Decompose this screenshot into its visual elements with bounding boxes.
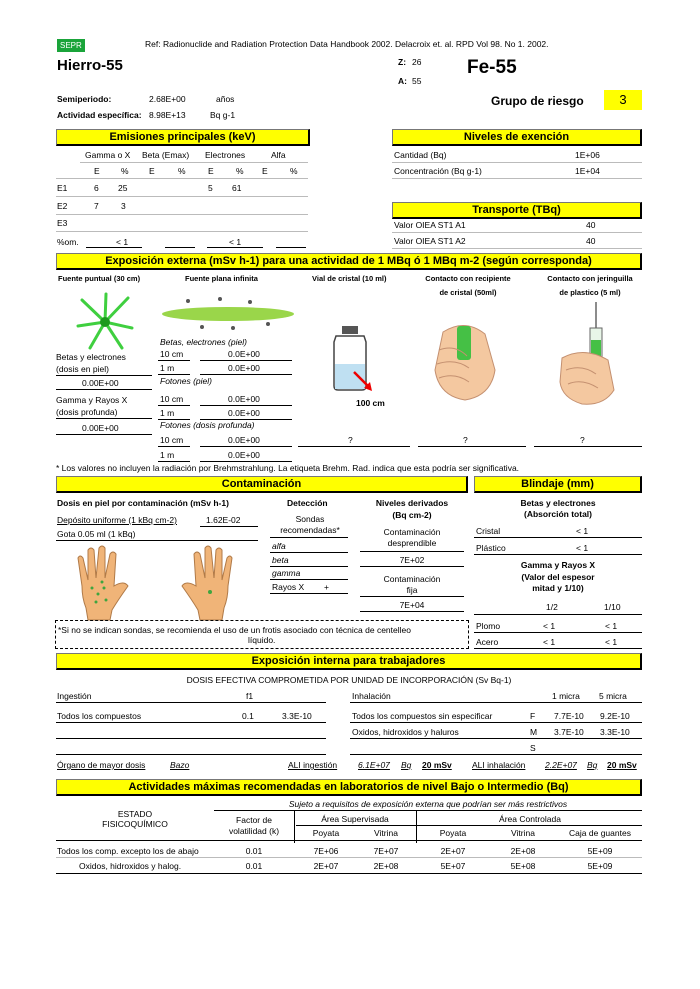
risk-group-label: Grupo de riesgo bbox=[491, 94, 584, 108]
point-gamma-value: 0.00E+00 bbox=[82, 423, 119, 433]
labs-row-label: Todos los comp. excepto los de abajo bbox=[57, 846, 199, 856]
probe-beta: beta bbox=[272, 555, 289, 565]
emissions-row-label: %om. bbox=[57, 237, 79, 247]
removable-label-2: desprendible bbox=[387, 538, 437, 548]
external-footnote: * Los valores no incluyen la radiación por Brehmstrahlung. La etiqueta Brehm. Rad. indica que esta podría ser significativa. bbox=[56, 463, 520, 473]
transport-a1-value: 40 bbox=[586, 220, 596, 230]
critical-organ: Bazo bbox=[170, 760, 190, 770]
labs-state-label-2: FISICOQUÍMICO bbox=[102, 819, 168, 829]
sepr-logo: SEPR bbox=[57, 39, 85, 52]
labs-row-k: 0.01 bbox=[245, 861, 263, 871]
probe-note: *Si no se indican sondas, se recomienda el uso de un frotis asociado con técnica de centelleo bbox=[58, 625, 411, 635]
emissions-cell: 3 bbox=[121, 201, 126, 211]
deposit-value: 1.62E-02 bbox=[206, 515, 241, 525]
removable-label: Contaminación bbox=[383, 527, 441, 537]
micron-5-label: 5 micra bbox=[599, 691, 627, 701]
plane-betas-10cm: 10 cm bbox=[160, 349, 184, 359]
emissions-col-alpha: Alfa bbox=[271, 150, 286, 160]
emissions-sub-pct: % bbox=[121, 166, 129, 176]
shield-steel-tenth: < 1 bbox=[605, 637, 618, 647]
emissions-sub-e: E bbox=[94, 166, 100, 176]
derived-title-2: (Bq cm-2) bbox=[392, 510, 432, 520]
inhalation-row-5um: 3.3E-10 bbox=[600, 727, 630, 737]
risk-group-value: 3 bbox=[604, 90, 642, 110]
plane-photons-1m: 1 m bbox=[160, 408, 175, 418]
derived-title: Niveles derivados bbox=[375, 498, 449, 508]
probes-label-2: recomendadas* bbox=[280, 525, 340, 535]
specific-activity-unit: Bq g-1 bbox=[210, 110, 236, 120]
internal-subtitle: DOSIS EFECTIVA COMPROMETIDA POR UNIDAD DE INCORPORACIÓN (Sv Bq-1) bbox=[186, 675, 512, 685]
labs-col: Vitrina bbox=[511, 828, 535, 838]
syringe-value: ? bbox=[580, 435, 585, 445]
external-title: Exposición externa (mSv h-1) para una actividad de 1 MBq ó 1 MBq m-2 (según corresponda) bbox=[56, 253, 642, 270]
exemption-quantity-label: Cantidad (Bq) bbox=[394, 150, 447, 160]
plane-photons-10cm: 10 cm bbox=[160, 394, 184, 404]
labs-cell: 2E+07 bbox=[440, 846, 466, 856]
labs-col: Caja de guantes bbox=[569, 828, 631, 838]
probe-xray-mark: + bbox=[324, 582, 329, 592]
ext-col-syringe-2: de plastico (5 ml) bbox=[559, 288, 621, 297]
vial-icon bbox=[328, 324, 378, 394]
reference: Ref: Radionuclide and Radiation Protection Data Handbook 2002. Delacroix et. al. RPD Vol 98. No 1. 2002. bbox=[145, 39, 549, 49]
detection-title: Detección bbox=[287, 498, 328, 508]
shield-tenth-label: 1/10 bbox=[604, 602, 621, 612]
f1-label: f1 bbox=[246, 691, 254, 701]
inhalation-label: Inhalación bbox=[352, 691, 391, 701]
specific-activity-label: Actividad específica: bbox=[57, 110, 142, 120]
labs-col: Vitrina bbox=[374, 828, 398, 838]
emissions-sub-pct: % bbox=[236, 166, 244, 176]
emissions-col-beta: Beta (Emax) bbox=[142, 150, 190, 160]
point-source-icon bbox=[70, 292, 140, 352]
ext-col-point: Fuente puntual (30 cm) bbox=[58, 274, 141, 283]
emissions-title: Emisiones principales (keV) bbox=[56, 129, 310, 146]
ext-col-container-2: de cristal (50ml) bbox=[439, 288, 497, 297]
shield-lead-tenth: < 1 bbox=[605, 621, 618, 631]
plane-deep-1m-value: 0.0E+00 bbox=[228, 450, 260, 460]
plane-source-icon bbox=[158, 294, 298, 334]
emissions-cell: < 1 bbox=[116, 237, 129, 247]
a-label: A: bbox=[398, 76, 407, 86]
emissions-cell: 61 bbox=[232, 183, 242, 193]
plane-deep-10cm-value: 0.0E+00 bbox=[228, 435, 260, 445]
shield-beta-title: Betas y electrones bbox=[520, 498, 596, 508]
syringe-hand-icon bbox=[548, 300, 628, 410]
labs-row-k: 0.01 bbox=[245, 846, 263, 856]
labs-cell: 5E+08 bbox=[510, 861, 536, 871]
emissions-cell: 6 bbox=[94, 183, 99, 193]
labs-cell: 2E+07 bbox=[313, 861, 339, 871]
z-label: Z: bbox=[398, 57, 407, 67]
hand-right-icon bbox=[178, 544, 238, 622]
probe-alpha: alfa bbox=[272, 541, 286, 551]
plane-photons-1m-value: 0.0E+00 bbox=[228, 408, 260, 418]
skin-dose-title: Dosis en piel por contaminación (mSv h-1) bbox=[57, 498, 229, 508]
emissions-row-label: E1 bbox=[57, 183, 68, 193]
inhalation-row-1um: 7.7E-10 bbox=[554, 711, 584, 721]
shield-beta-title-2: (Absorción total) bbox=[524, 509, 592, 519]
critical-organ-label: Órgano de mayor dosis bbox=[57, 760, 146, 770]
shield-plastic-label: Plástico bbox=[476, 543, 506, 553]
plane-photons-10cm-value: 0.0E+00 bbox=[228, 394, 260, 404]
half-life-value: 2.68E+00 bbox=[149, 94, 186, 104]
ali-inhalation: 2.2E+07 bbox=[545, 760, 577, 770]
fixed-label: Contaminación bbox=[383, 574, 441, 584]
emissions-col-gamma: Gamma o X bbox=[85, 150, 131, 160]
removable-value: 7E+02 bbox=[399, 555, 425, 565]
vial-value: ? bbox=[348, 435, 353, 445]
container-value: ? bbox=[463, 435, 468, 445]
labs-cell: 5E+07 bbox=[440, 861, 466, 871]
exemption-quantity-value: 1E+06 bbox=[575, 150, 600, 160]
emissions-cell: 7 bbox=[94, 201, 99, 211]
inhalation-row-5um: 9.2E-10 bbox=[600, 711, 630, 721]
ali-ingestion-dose: 20 mSv bbox=[422, 760, 452, 770]
transport-a1-label: Valor OIEA ST1 A1 bbox=[394, 220, 466, 230]
plane-deep-1m: 1 m bbox=[160, 450, 175, 460]
ali-inhalation-label: ALI inhalación bbox=[472, 760, 526, 770]
micron-1-label: 1 micra bbox=[552, 691, 580, 701]
ali-inhalation-unit: Bq bbox=[587, 760, 598, 770]
labs-row-label: Oxidos, hidroxidos y halog. bbox=[79, 861, 182, 871]
plane-betas-10cm-value: 0.0E+00 bbox=[228, 349, 260, 359]
ext-col-plane: Fuente plana infinita bbox=[185, 274, 258, 283]
ali-ingestion-unit: Bq bbox=[401, 760, 412, 770]
nuclide-symbol: Fe-55 bbox=[467, 57, 517, 78]
ingestion-f1: 0.1 bbox=[242, 711, 254, 721]
emissions-row-label: E2 bbox=[57, 201, 68, 211]
shield-lead-half: < 1 bbox=[543, 621, 556, 631]
emissions-sub-e: E bbox=[149, 166, 155, 176]
deposit-label: Depósito uniforme (1 kBq cm-2) bbox=[57, 515, 177, 525]
emissions-sub-pct: % bbox=[290, 166, 298, 176]
exemption-concentration-label: Concentración (Bq g-1) bbox=[394, 166, 482, 176]
ingestion-value: 3.3E-10 bbox=[282, 711, 312, 721]
point-betas-value: 0.00E+00 bbox=[82, 378, 119, 388]
labs-col: Poyata bbox=[312, 828, 340, 838]
shield-glass-label: Cristal bbox=[476, 526, 501, 536]
point-betas-label-2: (dosis en piel) bbox=[56, 364, 109, 374]
inhalation-row-type: M bbox=[530, 727, 538, 737]
probe-xray: Rayos X bbox=[272, 582, 305, 592]
labs-cell: 2E+08 bbox=[510, 846, 536, 856]
exemption-title: Niveles de exención bbox=[392, 129, 642, 146]
hand-left-icon bbox=[72, 544, 132, 622]
emissions-sub-pct: % bbox=[178, 166, 186, 176]
plane-betas-1m: 1 m bbox=[160, 363, 175, 373]
internal-title: Exposición interna para trabajadores bbox=[56, 653, 642, 670]
labs-note: Sujeto a requisitos de exposición externa que podrían ser más restrictivos bbox=[288, 799, 568, 809]
fixed-value: 7E+04 bbox=[399, 600, 425, 610]
drop-label: Gota 0.05 ml (1 kBq) bbox=[57, 529, 136, 539]
plane-photons-deep-label: Fotones (dosis profunda) bbox=[160, 420, 255, 430]
labs-cell: 5E+09 bbox=[587, 861, 613, 871]
ext-col-vial: Vial de cristal (10 ml) bbox=[312, 274, 387, 283]
point-gamma-label: Gamma y Rayos X bbox=[56, 395, 128, 405]
emissions-sub-e: E bbox=[208, 166, 214, 176]
ali-ingestion: 6.1E+07 bbox=[358, 760, 390, 770]
inhalation-row-1um: 3.7E-10 bbox=[554, 727, 584, 737]
half-life-label: Semiperiodo: bbox=[57, 94, 112, 104]
nuclide-name: Hierro-55 bbox=[57, 57, 123, 74]
plane-betas-1m-value: 0.0E+00 bbox=[228, 363, 260, 373]
container-hand-icon bbox=[425, 310, 505, 405]
shield-steel-label: Acero bbox=[476, 637, 499, 647]
shield-plastic-value: < 1 bbox=[576, 543, 589, 553]
point-betas-label: Betas y electrones bbox=[56, 352, 126, 362]
contamination-title: Contaminación bbox=[56, 476, 468, 493]
ingestion-label: Ingestión bbox=[57, 691, 92, 701]
emissions-row-label: E3 bbox=[57, 218, 68, 228]
transport-a2-label: Valor OIEA ST1 A2 bbox=[394, 236, 466, 246]
ali-inhalation-dose: 20 mSv bbox=[607, 760, 637, 770]
ext-col-syringe: Contacto con jeringuilla bbox=[547, 274, 633, 283]
probe-note-2: líquido. bbox=[248, 635, 276, 645]
transport-title: Transporte (TBq) bbox=[392, 202, 642, 219]
emissions-cell: < 1 bbox=[229, 237, 242, 247]
inhalation-row-type: S bbox=[530, 743, 536, 753]
labs-cell: 2E+08 bbox=[373, 861, 399, 871]
shield-gamma-title-3: mitad y 1/10) bbox=[532, 583, 584, 593]
labs-supervised: Área Supervisada bbox=[321, 814, 389, 824]
fixed-label-2: fija bbox=[406, 585, 418, 595]
labs-cell: 5E+09 bbox=[587, 846, 613, 856]
inhalation-row-label: Oxidos, hidroxidos y haluros bbox=[352, 727, 459, 737]
exemption-concentration-value: 1E+04 bbox=[575, 166, 600, 176]
labs-col: Poyata bbox=[439, 828, 467, 838]
labs-factor-label-2: volatilidad (k) bbox=[228, 826, 280, 836]
ali-ingestion-label: ALI ingestión bbox=[288, 760, 338, 770]
ext-col-container: Contacto con recipiente bbox=[425, 274, 511, 283]
half-life-unit: años bbox=[216, 94, 235, 104]
ingestion-all-label: Todos los compuestos bbox=[57, 711, 142, 721]
shield-lead-label: Plomo bbox=[476, 621, 501, 631]
inhalation-row-label: Todos los compuestos sin especificar bbox=[352, 711, 493, 721]
a-value: 55 bbox=[412, 76, 422, 86]
shield-glass-value: < 1 bbox=[576, 526, 589, 536]
point-gamma-label-2: (dosis profunda) bbox=[56, 407, 118, 417]
labs-cell: 7E+07 bbox=[373, 846, 399, 856]
vial-distance: 100 cm bbox=[356, 398, 385, 408]
labs-factor-label: Factor de bbox=[236, 815, 272, 825]
shield-half-label: 1/2 bbox=[546, 602, 558, 612]
labs-cell: 7E+06 bbox=[313, 846, 339, 856]
emissions-col-electrons: Electrones bbox=[205, 150, 246, 160]
specific-activity-value: 8.98E+13 bbox=[149, 110, 186, 120]
emissions-sub-e: E bbox=[262, 166, 268, 176]
labs-title: Actividades máximas recomendadas en laboratorios de nivel Bajo o Intermedio (Bq) bbox=[56, 779, 642, 796]
shield-gamma-title-2: (Valor del espesor bbox=[521, 572, 595, 582]
probe-gamma: gamma bbox=[272, 568, 301, 578]
transport-a2-value: 40 bbox=[586, 236, 596, 246]
inhalation-row-type: F bbox=[530, 711, 536, 721]
emissions-cell: 25 bbox=[118, 183, 128, 193]
plane-betas-label: Betas, electrones (piel) bbox=[160, 337, 247, 347]
labs-controlled: Área Controlada bbox=[499, 814, 561, 824]
labs-state-label: ESTADO bbox=[117, 809, 153, 819]
shielding-title: Blindaje (mm) bbox=[474, 476, 642, 493]
shield-gamma-title: Gamma y Rayos X bbox=[520, 560, 596, 570]
z-value: 26 bbox=[412, 57, 422, 67]
emissions-cell: 5 bbox=[208, 183, 213, 193]
shield-steel-half: < 1 bbox=[543, 637, 556, 647]
plane-photons-label: Fotones (piel) bbox=[160, 376, 212, 386]
probes-label: Sondas bbox=[295, 514, 325, 524]
plane-deep-10cm: 10 cm bbox=[160, 435, 184, 445]
